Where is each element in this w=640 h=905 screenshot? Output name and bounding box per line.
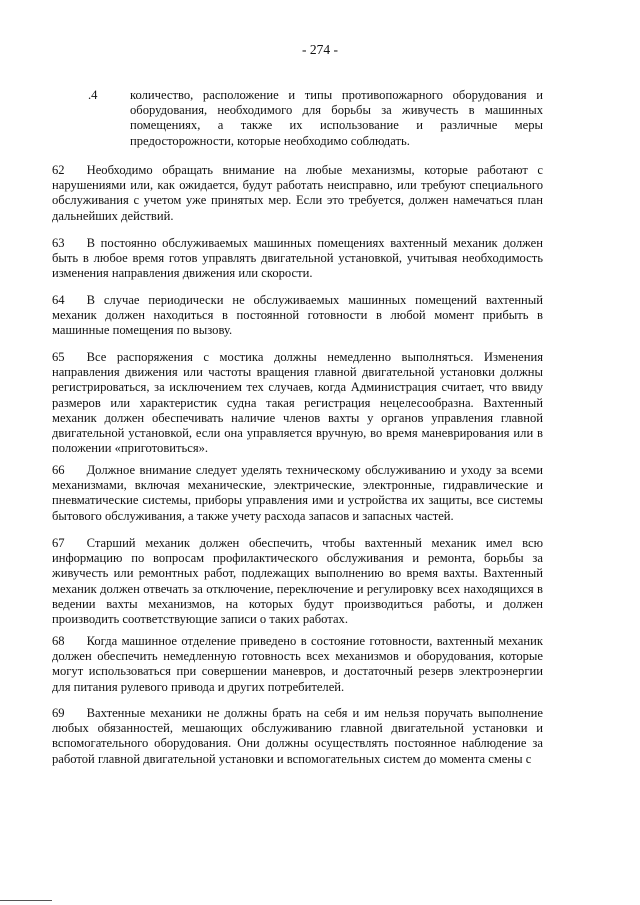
scan-edge-divider <box>0 900 52 901</box>
paragraph-text: Необходимо обращать внимание на любые механизмы, которые работают с нарушениями или, как ожидается, будут работать неисправно, или требуют специального обслуживания с учетом уже принятых мер. Если это требуется, должен намечаться план дальнейших действий. <box>52 163 543 223</box>
paragraph-number: 65 <box>52 350 65 364</box>
paragraph-text: Все распоряжения с мостика должны немедленно выполняться. Изменения направления движения или частоты вращения главной двигательной установки должны регистрироваться, за исключением тех случаев, когда Администрация считает, что ввиду размеров или характеристик судна такая регистрация нецелесообразна. Вахтенный механик должен обеспечивать наличие членов вахты у органов управления главной двигательной установкой, если она управляется вручную, во время маневрирования или в положении «приготовиться». <box>52 350 543 456</box>
paragraph-text: В случае периодически не обслуживаемых машинных помещений вахтенный механик должен находиться в постоянной готовности в любой момент прибыть в машинные помещения по вызову. <box>52 293 543 338</box>
paragraph-65 <box>52 350 543 456</box>
paragraph-62 <box>52 163 543 224</box>
paragraph-number: 67 <box>52 536 65 550</box>
paragraph-number: 66 <box>52 463 65 477</box>
paragraph-text: Старший механик должен обеспечить, чтобы вахтенный механик имел всю информацию по вопросам профилактического обслуживания и ремонта, борьбы за живучесть или ремонтных работ, подлежащих выполнению во время вахты. Вахтенный механик должен отвечать за отключение, переключение и регулировку всех находящихся в ведении вахты механизмов, на которых будут производиться работы, и должен производить соответствующие записи о таких работах. <box>52 536 543 627</box>
paragraph-number: 62 <box>52 163 65 177</box>
paragraph-68 <box>52 634 543 695</box>
paragraph-69 <box>52 706 543 767</box>
paragraph-number: 64 <box>52 293 65 307</box>
paragraph-text: Когда машинное отделение приведено в состояние готовности, вахтенный механик должен обеспечить немедленную готовность всех механизмов и оборудования, которые могут использоваться при совершении маневров, и достаточный резерв электроэнергии для питания рулевого привода и других потребителей. <box>52 634 543 694</box>
paragraph-text: В постоянно обслуживаемых машинных помещениях вахтенный механик должен быть в любое время готов управлять двигательной установкой, учитывая необходимость изменения направления движения или скорости. <box>52 236 543 281</box>
paragraph-text: Вахтенные механики не должны брать на себя и им нельзя поручать выполнение любых обязанностей, мешающих обслуживанию главной двигательной установки и вспомогательного оборудования. Они должны осуществлять постоянное наблюдение за работой главной двигательной установки и вспомогательных систем до момента смены с <box>52 706 543 766</box>
paragraph-number: 63 <box>52 236 65 250</box>
page-number: - 274 - <box>302 42 338 57</box>
paragraph-text: Должное внимание следует уделять техническому обслуживанию и уходу за всеми механизмами, включая механические, электрические, электронные, гидравлические и пневматические системы, приборы управления ими и устройства их защиты, все системы бытового обслуживания, а также учету расхода запасов и запасных частей. <box>52 463 543 523</box>
list-item-4 <box>88 88 543 149</box>
paragraph-63 <box>52 236 543 282</box>
paragraph-64 <box>52 293 543 339</box>
paragraph-67 <box>52 536 543 627</box>
paragraph-number: 68 <box>52 634 65 648</box>
paragraph-66 <box>52 463 543 524</box>
paragraph-number: 69 <box>52 706 65 720</box>
item-number: .4 <box>88 88 98 102</box>
item-text: количество, расположение и типы противопожарного оборудования и оборудования, необходимого для борьбы за живучесть в машинных помещениях, а также их использование и различные меры предосторожности, которые необходимо соблюдать. <box>130 88 543 148</box>
